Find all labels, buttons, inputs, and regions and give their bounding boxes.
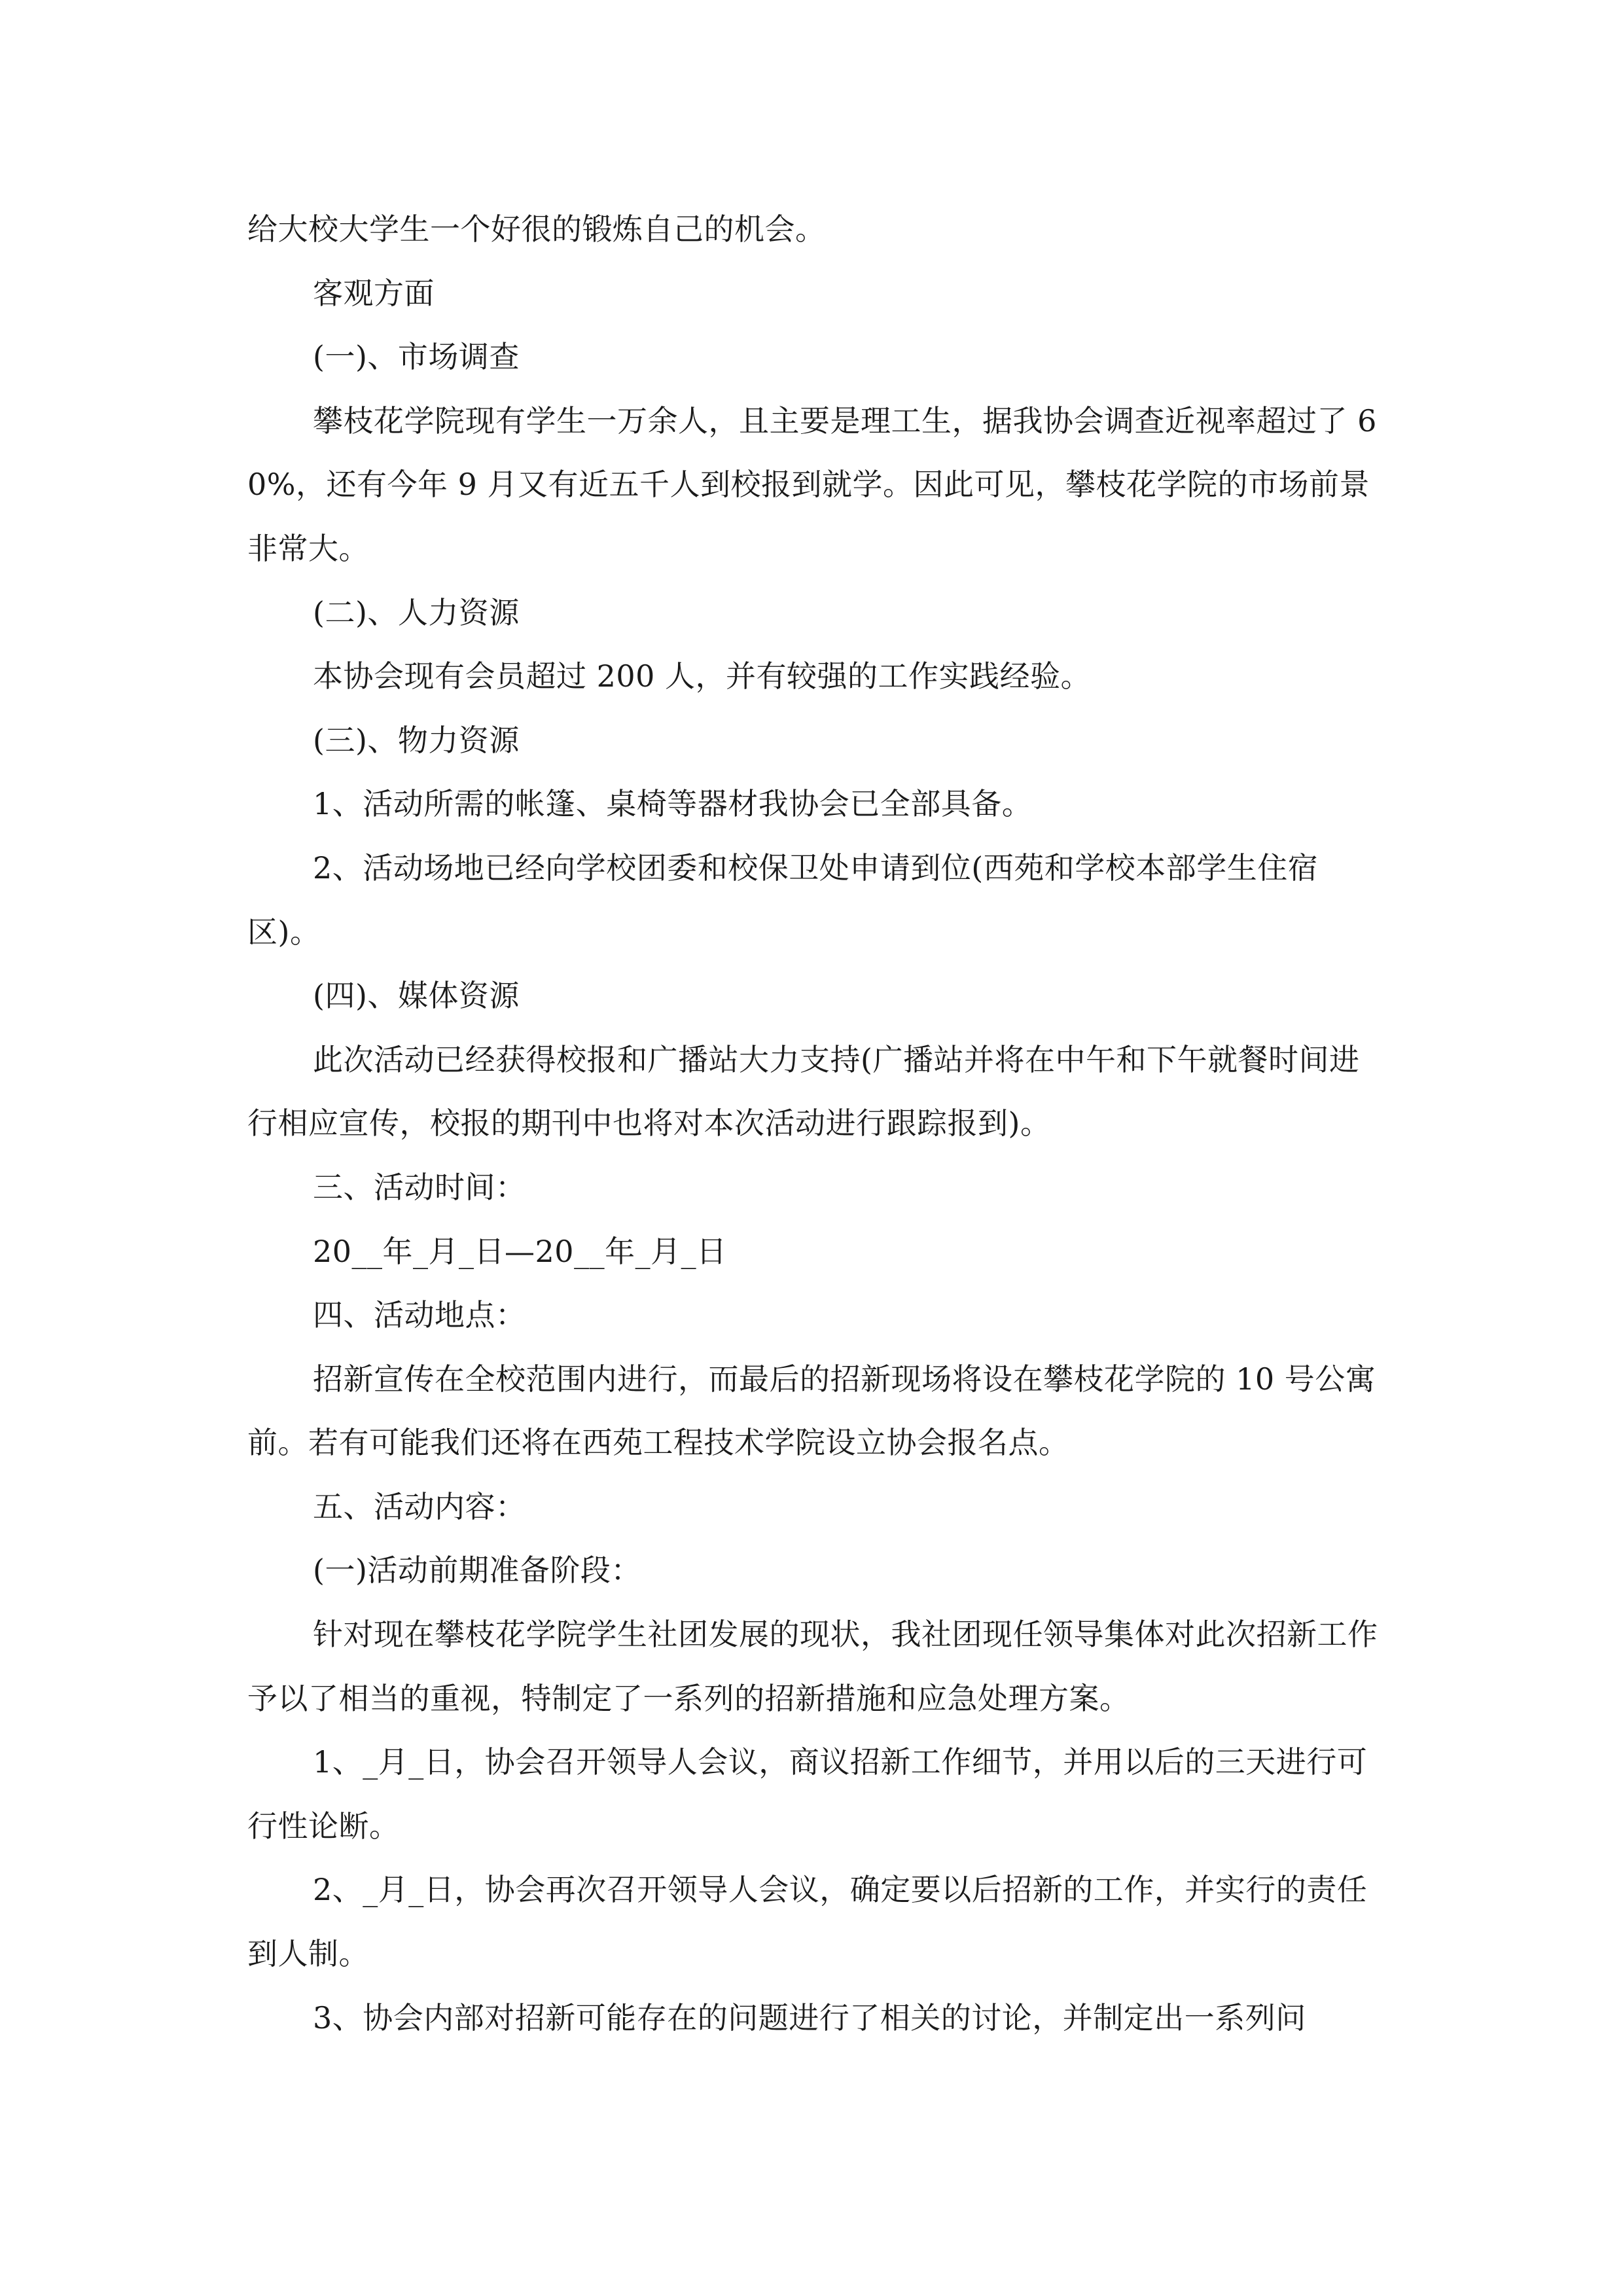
heading-objective-aspect: 客观方面 — [313, 275, 435, 311]
paragraph-media-resources: 此次活动已经获得校报和广播站大力支持(广播站并将在中午和下午就餐时间进行相应宣传，校报的期刊中也将对本次活动进行跟踪报到)。 — [247, 1041, 1360, 1141]
paragraph-market-survey: 攀枝花学院现有学生一万余人，且主要是理工生，据我协会调查近视率超过了 60%，还有今年 9 月又有近五千人到校报到就学。因此可见，攀枝花学院的市场前景非常大。 — [247, 403, 1377, 566]
list-item-material-2: 2、活动场地已经向学校团委和校保卫处申请到位(西苑和学校本部学生住宿区)。 — [247, 850, 1319, 950]
paragraph-preparation-stage: 针对现在攀枝花学院学生社团发展的现状，我社团现任领导集体对此次招新工作予以了相当的重视，特制定了一系列的招新措施和应急处理方案。 — [247, 1617, 1378, 1716]
subheading-material-resources: (三)、物力资源 — [313, 722, 520, 758]
list-item-preparation-1: 1、_月_日，协会召开领导人会议，商议招新工作细节，并用以后的三天进行可行性论断。 — [247, 1744, 1368, 1844]
paragraph-activity-dates: 20__年_月_日—20__年_月_日 — [313, 1233, 727, 1269]
paragraph-opening-line: 给大校大学生一个好很的锻炼自己的机会。 — [247, 211, 826, 247]
list-item-preparation-2: 2、_月_日，协会再次召开领导人会议，确定要以后招新的工作，并实行的责任到人制。 — [247, 1872, 1368, 1972]
subheading-media-resources: (四)、媒体资源 — [313, 978, 520, 1014]
document-body — [247, 198, 1380, 2050]
heading-activity-time: 三、活动时间： — [313, 1169, 526, 1205]
subheading-market-survey: (一)、市场调查 — [313, 339, 520, 375]
list-item-material-1: 1、活动所需的帐篷、桌椅等器材我协会已全部具备。 — [313, 786, 1033, 822]
heading-activity-content: 五、活动内容： — [313, 1488, 526, 1524]
subheading-preparation-stage: (一)活动前期准备阶段： — [313, 1552, 641, 1588]
paragraph-human-resources: 本协会现有会员超过 200 人，并有较强的工作实践经验。 — [313, 658, 1092, 694]
subheading-human-resources: (二)、人力资源 — [313, 594, 520, 630]
list-item-preparation-3: 3、协会内部对招新可能存在的问题进行了相关的讨论，并制定出一系列问 — [313, 2000, 1306, 2036]
heading-activity-location: 四、活动地点： — [313, 1297, 526, 1333]
paragraph-activity-location: 招新宣传在全校范围内进行，而最后的招新现场将设在攀枝花学院的 10 号公寓前。若有可能我们还将在西苑工程技术学院设立协会报名点。 — [247, 1361, 1376, 1461]
